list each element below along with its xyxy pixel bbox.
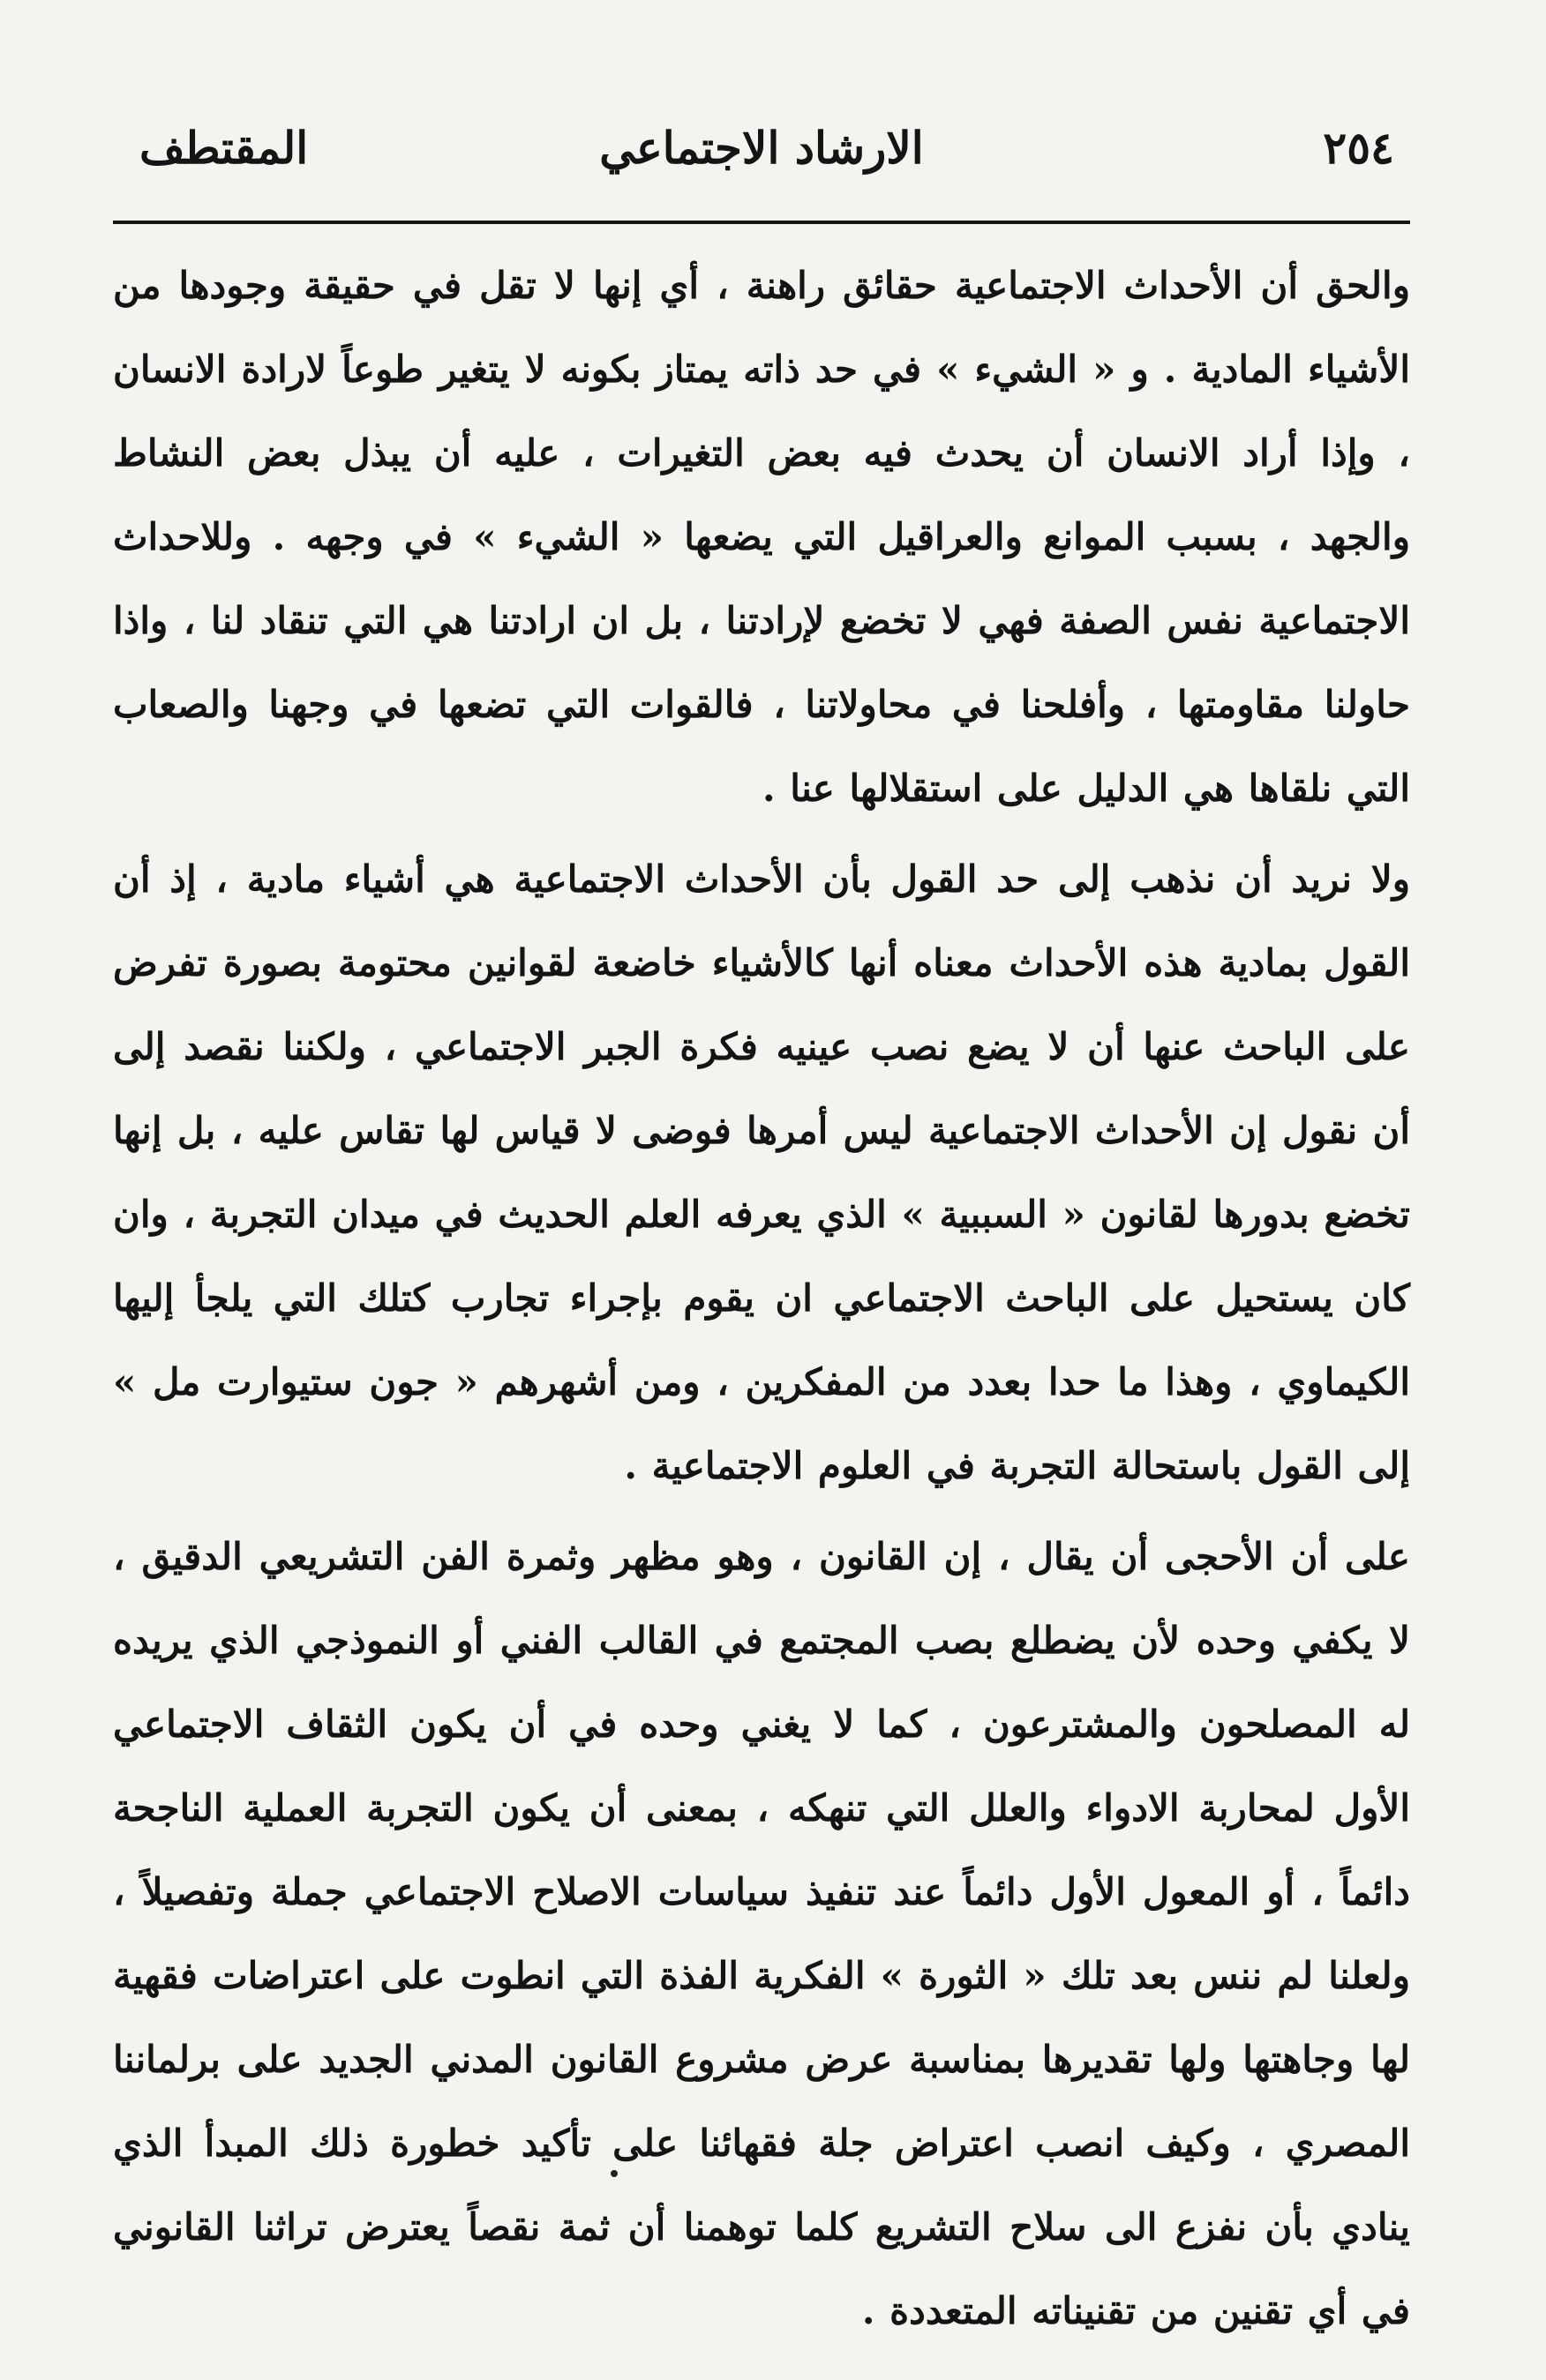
header-divider xyxy=(113,221,1410,224)
running-header xyxy=(113,106,1410,191)
journal-name: المقتطف xyxy=(139,122,309,174)
page-number: ٢٥٤ xyxy=(1323,122,1394,174)
running-title: الارشاد الاجتماعي xyxy=(599,122,924,174)
paragraph-1: والحق أن الأحداث الاجتماعية حقائق راهنة ، أي إنها لا تقل في حقيقة وجودها من الأشياء المادية . و « الشيء » في حد ذاته يمتاز بكونه لا يتغير طوعاً لارادة الانسان ، وإذا أراد الانسان أن يحدث فيه بعض التغيرات ، عليه أن يبذل بعض النشاط والجهد ، بسبب الموانع والعراقيل التي يضعها « الشيء » في وجهه . وللاحداث الاجتماعية نفس الصفة فهي لا تخضع لإرادتنا ، بل ان ارادتنا هي التي تنقاد لنا ، واذا حاولنا مقاومتها ، وأفلحنا في محاولاتنا ، فالقوات التي تضعها في وجهنا والصعاب التي نلقاها هي الدليل على استقلالها عنا . xyxy=(113,264,1410,810)
body-text xyxy=(113,243,1410,2353)
paragraph-2: ولا نريد أن نذهب إلى حد القول بأن الأحداث الاجتماعية هي أشياء مادية ، إذ أن القول بمادية هذه الأحداث معناه أنها كالأشياء خاضعة لقوانين محتومة بصورة تفرض على الباحث عنها أن لا يضع نصب عينيه فكرة الجبر الاجتماعي ، ولكننا نقصد إلى أن نقول إن الأحداث الاجتماعية ليس أمرها فوضى لا قياس لها تقاس عليه ، بل إنها تخضع بدورها لقانون « السببية » الذي يعرفه العلم الحديث في ميدان التجربة ، وان كان يستحيل على الباحث الاجتماعي ان يقوم بإجراء تجارب كتلك التي يلجأ إليها الكيماوي ، وهذا ما حدا بعدد من المفكرين ، ومن أشهرهم « جون ستيوارت مل » إلى القول باستحالة التجربة في العلوم الاجتماعية . xyxy=(113,857,1410,1487)
book-page xyxy=(113,106,1410,2332)
paragraph-3: على أن الأحجى أن يقال ، إن القانون ، وهو مظهر وثمرة الفن التشريعي الدقيق ، لا يكفي وحده لأن يضطلع بصب المجتمع في القالب الفني أو النموذجي الذي يريده له المصلحون والمشترعون ، كما لا يغني وحده في أن يكون الثقاف الاجتماعي الأول لمحاربة الادواء والعلل التي تنهكه ، بمعنى أن يكون التجربة العملية الناجحة دائماً ، أو المعول الأول دائماً عند تنفيذ سياسات الاصلاح الاجتماعي جملة وتفصيلاً ، ولعلنا لم ننس بعد تلك « الثورة » الفكرية الفذة التي انطوت على اعتراضات فقهية لها وجاهتها ولها تقديرها بمناسبة عرض مشروع القانون المدني الجديد على برلماننا المصري ، وكيف انصب اعتراض جلة فقهائنا على تأكيد خطورة ذلك المبدأ الذي ينادي بأن نفزع الى سلاح التشريع كلما توهمنا أن ثمة نقصاً يعترض تراثنا القانوني في أي تقنين من تقنيناته المتعددة . xyxy=(113,1535,1410,2332)
ink-speck xyxy=(611,2170,618,2177)
